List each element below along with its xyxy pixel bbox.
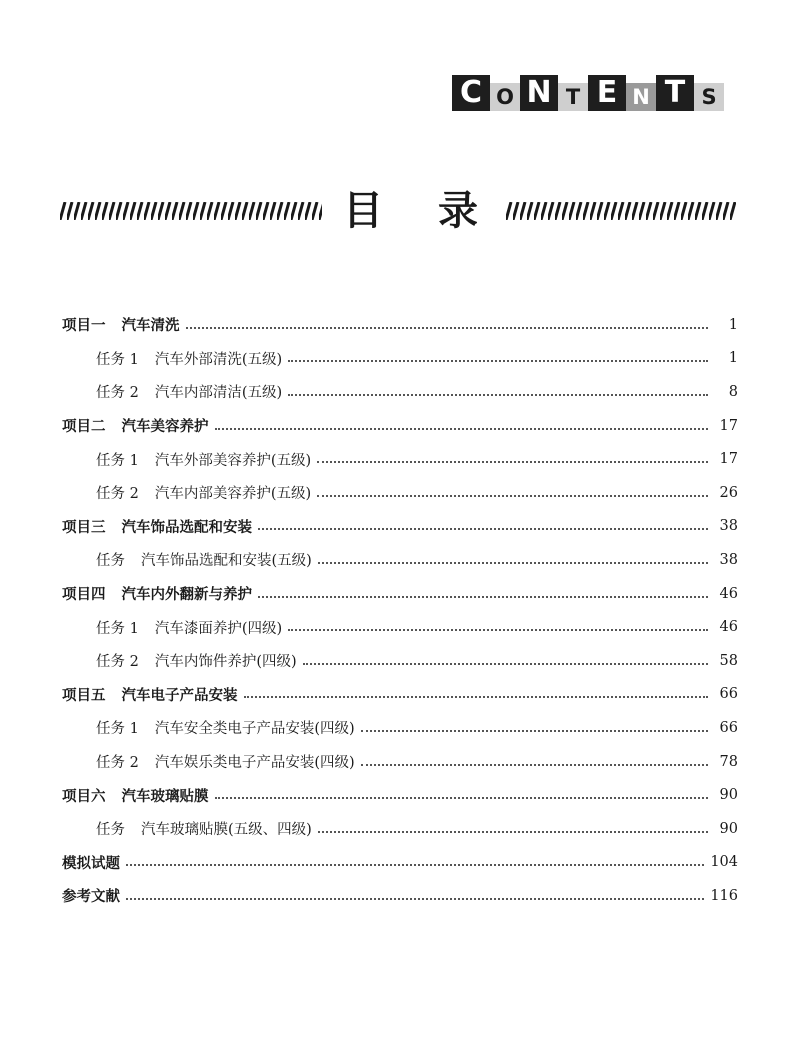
toc-entry-title: 汽车安全类电子产品安装(四级) [154, 721, 355, 738]
toc-task-entry[interactable] [62, 711, 738, 745]
dot-leader [288, 360, 708, 362]
toc-page-number: 116 [710, 887, 738, 904]
toc-section-entry[interactable] [62, 846, 738, 880]
toc-page-number: 38 [719, 518, 738, 535]
dot-leader [303, 663, 708, 665]
toc-entry-label: 任务 [96, 553, 125, 570]
logo-letter: N [626, 83, 656, 111]
toc-entry-label: 项目一 [62, 318, 106, 335]
toc-page-number: 90 [719, 787, 738, 804]
toc-page-number: 66 [719, 686, 738, 703]
dot-leader [186, 327, 709, 329]
toc-task-entry[interactable] [62, 442, 738, 476]
toc-entry-title: 汽车内外翻新与养护 [121, 587, 252, 604]
toc-page-number: 46 [719, 619, 738, 636]
hatch-decoration-left [60, 202, 322, 220]
toc-entry-title: 汽车清洗 [121, 318, 180, 335]
dot-leader [361, 730, 708, 732]
toc-task-entry[interactable] [62, 745, 738, 779]
toc-entry-title: 汽车内部清洁(五级) [154, 385, 283, 402]
toc-task-entry[interactable] [62, 476, 738, 510]
toc-entry-title: 汽车电子产品安装 [121, 687, 238, 704]
toc-entry-label: 项目三 [62, 519, 106, 536]
toc-page-number: 58 [719, 652, 738, 669]
toc-page-number: 46 [719, 585, 738, 602]
toc-entry-label: 项目二 [62, 419, 106, 436]
logo-letter: T [656, 75, 694, 111]
logo-letter: N [520, 75, 558, 111]
toc-entry-label: 任务 1 [96, 351, 139, 368]
toc-page-number: 66 [719, 719, 738, 736]
dot-leader [126, 864, 704, 866]
toc-entry-title: 汽车美容养护 [121, 419, 209, 436]
dot-leader [318, 562, 708, 564]
dot-leader [288, 629, 708, 631]
toc-entry-title: 汽车外部美容养护(五级) [154, 452, 312, 469]
page-title [60, 188, 736, 234]
title-char-1: 目 [343, 188, 383, 234]
toc-section-entry[interactable] [62, 577, 738, 611]
toc-entry-title: 参考文献 [62, 889, 120, 906]
toc-page-number: 104 [710, 854, 738, 871]
dot-leader [215, 797, 709, 799]
toc-entry-label: 任务 [96, 822, 125, 839]
toc-entry-title: 汽车漆面养护(四级) [154, 620, 283, 637]
dot-leader [361, 764, 708, 766]
toc-task-entry[interactable] [62, 644, 738, 678]
toc-entry-label: 任务 1 [96, 452, 139, 469]
toc-page-number: 1 [728, 350, 738, 367]
toc-entry-label: 项目六 [62, 788, 106, 805]
table-of-contents [62, 308, 738, 913]
toc-entry-label: 任务 2 [96, 486, 139, 503]
toc-page-number: 90 [719, 820, 738, 837]
toc-page-number: 8 [728, 383, 738, 400]
toc-entry-label: 项目五 [62, 687, 106, 704]
toc-entry-title: 汽车外部清洗(五级) [154, 351, 283, 368]
dot-leader [317, 461, 708, 463]
toc-task-entry[interactable] [62, 543, 738, 577]
dot-leader [317, 495, 708, 497]
toc-page-number: 38 [719, 551, 738, 568]
toc-entry-title: 汽车饰品选配和安装 [121, 519, 252, 536]
toc-entry-label: 项目四 [62, 587, 106, 604]
dot-leader [318, 831, 708, 833]
toc-section-entry[interactable] [62, 678, 738, 712]
toc-entry-title: 汽车内饰件养护(四级) [154, 654, 297, 671]
toc-section-entry[interactable] [62, 308, 738, 342]
toc-task-entry[interactable] [62, 342, 738, 376]
toc-page-number: 17 [719, 417, 738, 434]
hatch-decoration-right [506, 202, 736, 220]
logo-letter: E [588, 75, 626, 111]
dot-leader [126, 898, 704, 900]
toc-entry-label: 任务 2 [96, 654, 139, 671]
dot-leader [258, 596, 708, 598]
toc-entry-title: 汽车玻璃贴膜 [121, 788, 209, 805]
toc-entry-title: 汽车娱乐类电子产品安装(四级) [154, 755, 355, 772]
logo-letter: C [452, 75, 490, 111]
toc-entry-label: 任务 2 [96, 755, 139, 772]
toc-page-number: 26 [719, 484, 738, 501]
dot-leader [215, 428, 709, 430]
toc-entry-title: 模拟试题 [62, 855, 120, 872]
logo-letter: T [558, 83, 588, 111]
contents-logo [452, 75, 735, 111]
toc-section-entry[interactable] [62, 879, 738, 913]
toc-task-entry[interactable] [62, 375, 738, 409]
toc-entry-title: 汽车饰品选配和安装(五级) [141, 553, 312, 570]
toc-page-number: 17 [719, 451, 738, 468]
toc-task-entry[interactable] [62, 812, 738, 846]
toc-section-entry[interactable] [62, 778, 738, 812]
toc-entry-title: 汽车内部美容养护(五级) [154, 486, 312, 503]
dot-leader [288, 394, 708, 396]
logo-letter: S [694, 83, 724, 111]
toc-page-number: 78 [719, 753, 738, 770]
dot-leader [244, 696, 709, 698]
logo-letter: O [490, 83, 520, 111]
toc-page-number: 1 [728, 316, 738, 333]
dot-leader [258, 528, 708, 530]
toc-entry-label: 任务 1 [96, 620, 139, 637]
toc-section-entry[interactable] [62, 409, 738, 443]
title-char-2: 录 [438, 188, 478, 234]
toc-entry-label: 任务 1 [96, 721, 139, 738]
toc-task-entry[interactable] [62, 610, 738, 644]
toc-entry-label: 任务 2 [96, 385, 139, 402]
toc-entry-title: 汽车玻璃贴膜(五级、四级) [141, 822, 312, 839]
toc-section-entry[interactable] [62, 510, 738, 544]
